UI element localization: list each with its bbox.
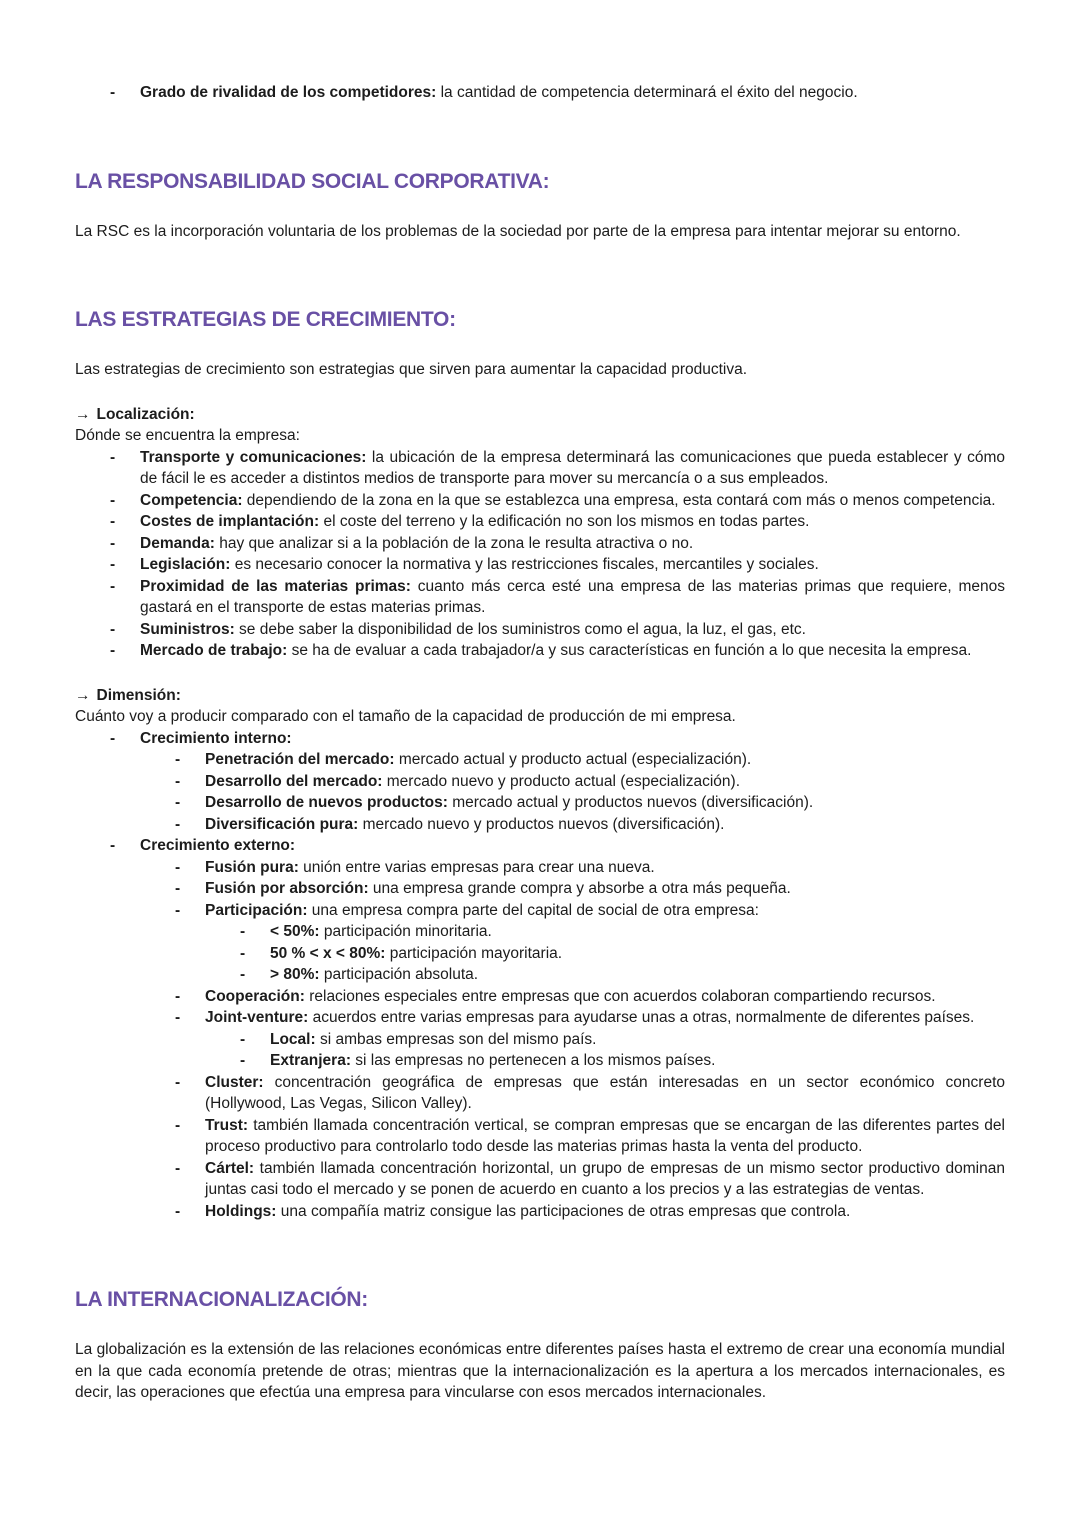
list-item-text xyxy=(140,728,1005,750)
subsection-localizacion xyxy=(75,404,1005,426)
list-item xyxy=(75,943,1005,965)
item-label: Local: xyxy=(270,1030,316,1048)
list-item xyxy=(75,640,1005,662)
section-paragraph-rsc: La RSC es la incorporación voluntaria de los problemas de la sociedad por parte de la empresa para intentar mejorar su entorno. xyxy=(75,222,961,240)
list-item-text xyxy=(140,640,1005,662)
list-item xyxy=(75,921,1005,943)
bullet-dash: - xyxy=(175,858,181,876)
item-desc: cuanto más cerca esté una empresa de las materias primas que requiere, menos gastará en el transporte de estas materias primas. xyxy=(140,577,1005,616)
item-desc: la cantidad de competencia determinará el éxito del negocio. xyxy=(436,84,858,101)
item-desc: mercado nuevo y productos nuevos (diversificación). xyxy=(358,815,725,833)
bullet-dash: - xyxy=(175,987,181,1005)
list-item xyxy=(75,554,1005,576)
list-item xyxy=(75,82,1005,104)
subsection-dimension-title: Dimensión: xyxy=(96,686,181,704)
item-desc: dependiendo de la zona en la que se establezca una empresa, esta contará com más o menos competencia. xyxy=(242,491,996,509)
item-label: Legislación: xyxy=(140,556,231,573)
item-desc: se debe saber la disponibilidad de los suministros como el agua, la luz, el gas, etc. xyxy=(234,620,806,638)
bullet-dash: - xyxy=(110,491,116,509)
bullet-dash: - xyxy=(175,1073,181,1091)
list-item xyxy=(75,1029,1005,1051)
bullet-dash: - xyxy=(175,794,181,811)
bullet-dash: - xyxy=(175,880,181,897)
item-label: Cártel: xyxy=(205,1159,255,1177)
bullet-dash: - xyxy=(110,513,116,530)
item-label: Proximidad de las materias primas: xyxy=(140,577,411,595)
item-label: Competencia: xyxy=(140,491,243,509)
item-desc: se ha de evaluar a cada trabajador/a y sus características en función a lo que necesita la empresa. xyxy=(287,642,972,659)
item-label: Costes de implantación: xyxy=(140,513,320,530)
list-item-text xyxy=(140,576,1005,619)
item-label: Mercado de trabajo: xyxy=(140,642,288,659)
list-item-text xyxy=(205,857,1005,879)
bullet-dash: - xyxy=(240,1052,246,1069)
item-label: Suministros: xyxy=(140,620,235,638)
list-item-text xyxy=(205,1115,1005,1158)
bullet-dash: - xyxy=(175,772,181,790)
subsection-dimension xyxy=(75,685,1005,707)
arrow-icon: → xyxy=(75,405,91,423)
list-item xyxy=(75,511,1005,533)
list-item-text xyxy=(205,749,1005,771)
item-desc: también llamada concentración horizontal, un grupo de empresas de un mismo sector productivo dominan juntas casi todo el mercado y se ponen de acuerdo en cuanto a los precios y a las estrategias de ventas. xyxy=(205,1159,1005,1198)
list-item-text xyxy=(205,900,1005,922)
item-desc: si ambas empresas son del mismo país. xyxy=(315,1030,597,1048)
item-desc: hay que analizar si a la población de la zona le resulta atractiva o no. xyxy=(214,534,694,552)
list-item xyxy=(75,533,1005,555)
bullet-dash: - xyxy=(240,923,246,940)
item-label: Fusión por absorción: xyxy=(205,880,369,897)
dimension-intro: Cuánto voy a producir comparado con el tamaño de la capacidad de producción de mi empresa. xyxy=(75,708,736,725)
section-heading-internacionalizacion: LA INTERNACIONALIZACIÓN: xyxy=(75,1288,368,1311)
list-item-text xyxy=(140,619,1005,641)
item-label: Joint-venture: xyxy=(205,1009,309,1026)
list-item xyxy=(75,900,1005,922)
list-item xyxy=(75,749,1005,771)
list-item-text xyxy=(205,1201,1005,1223)
item-label: 50 % < x < 80%: xyxy=(270,944,386,962)
item-desc: participación minoritaria. xyxy=(319,923,492,940)
list-item-text xyxy=(270,1050,1005,1072)
bullet-dash: - xyxy=(110,620,116,638)
section-heading-rsc: LA RESPONSABILIDAD SOCIAL CORPORATIVA: xyxy=(75,169,550,193)
list-item xyxy=(75,835,1005,857)
list-item-text xyxy=(205,1007,1005,1029)
list-item-text xyxy=(140,490,1005,512)
bullet-dash: - xyxy=(175,1202,181,1220)
item-label: Trust: xyxy=(205,1116,249,1134)
item-desc: concentración geográfica de empresas que están interesadas en un sector económico concreto (Hollywood, Las Vegas, Silicon Valley). xyxy=(205,1073,1005,1112)
list-item-text xyxy=(140,554,1005,576)
list-item xyxy=(75,1115,1005,1158)
list-item xyxy=(75,1007,1005,1029)
list-item-text xyxy=(270,921,1005,943)
bullet-dash: - xyxy=(110,448,116,466)
list-item-text xyxy=(270,1029,1005,1051)
bullet-dash: - xyxy=(110,837,116,854)
item-desc: participación mayoritaria. xyxy=(385,944,563,962)
bullet-dash: - xyxy=(175,901,181,919)
list-item xyxy=(75,857,1005,879)
bullet-dash: - xyxy=(175,751,181,768)
item-desc: mercado actual y productos nuevos (diversificación). xyxy=(447,794,814,811)
list-item xyxy=(75,619,1005,641)
item-label: Desarrollo del mercado: xyxy=(205,772,383,790)
bullet-dash: - xyxy=(240,1030,246,1048)
section-paragraph-internacionalizacion: La globalización es la extensión de las relaciones económicas entre diferentes países hasta el extremo de crear una economía mundial en la que cada economía pretende de otras; mientras que la internacionalización es la apertura a los mercados internacionales, es decir, las operaciones que efectúa una empresa para vincularse con esos mercados internacionales. xyxy=(75,1341,1005,1401)
bullet-dash: - xyxy=(110,534,116,552)
item-label: < 50%: xyxy=(270,923,320,940)
list-item-text xyxy=(205,878,1005,900)
item-desc: también llamada concentración vertical, se compran empresas que se encargan de las diferentes partes del proceso productivo para controlarlo todo desde las materias primas hasta la venta del producto. xyxy=(205,1116,1005,1155)
list-item-text xyxy=(205,1072,1005,1115)
list-item xyxy=(75,728,1005,750)
section-paragraph-crecimiento: Las estrategias de crecimiento son estrategias que sirven para aumentar la capacidad productiva. xyxy=(75,361,748,378)
list-item xyxy=(75,1050,1005,1072)
list-item xyxy=(75,490,1005,512)
item-label: Grado de rivalidad de los competidores: xyxy=(140,84,437,101)
item-desc: mercado actual y producto actual (especialización). xyxy=(394,751,752,768)
list-item xyxy=(75,1158,1005,1201)
item-label: Participación: xyxy=(205,901,308,919)
localizacion-list xyxy=(75,447,1005,662)
list-item xyxy=(75,576,1005,619)
item-label: Desarrollo de nuevos productos: xyxy=(205,794,448,811)
item-label: Extranjera: xyxy=(270,1052,351,1069)
bullet-dash: - xyxy=(240,944,246,962)
list-item-text xyxy=(140,447,1005,490)
item-desc: si las empresas no pertenecen a los mismos países. xyxy=(350,1052,716,1069)
item-label: Crecimiento interno: xyxy=(140,729,292,747)
item-desc: unión entre varias empresas para crear una nueva. xyxy=(298,858,655,876)
bullet-dash: - xyxy=(175,815,181,833)
list-item xyxy=(75,814,1005,836)
item-label: Demanda: xyxy=(140,534,215,552)
item-label: > 80%: xyxy=(270,966,320,983)
item-desc: el coste del terreno y la edificación no son los mismos en todas partes. xyxy=(319,513,810,530)
bullet-dash: - xyxy=(110,577,116,595)
item-desc: mercado nuevo y producto actual (especialización). xyxy=(382,772,741,790)
list-item-text xyxy=(270,943,1005,965)
bullet-dash: - xyxy=(175,1116,181,1134)
arrow-icon: → xyxy=(75,686,91,704)
item-label: Crecimiento externo: xyxy=(140,837,296,854)
list-item xyxy=(75,792,1005,814)
item-desc: relaciones especiales entre empresas que con acuerdos colaboran compartiendo recursos. xyxy=(304,987,936,1005)
list-item xyxy=(75,447,1005,490)
item-desc: una compañía matriz consigue las participaciones de otras empresas que controla. xyxy=(276,1202,851,1220)
list-item xyxy=(75,986,1005,1008)
bullet-dash: - xyxy=(175,1009,181,1026)
item-desc: una empresa compra parte del capital de social de otra empresa: xyxy=(307,901,759,919)
section-heading-crecimiento: LAS ESTRATEGIAS DE CRECIMIENTO: xyxy=(75,308,456,331)
list-item-text xyxy=(205,771,1005,793)
bullet-dash: - xyxy=(240,966,246,983)
item-desc: acuerdos entre varias empresas para ayudarse unas a otras, normalmente de diferentes países. xyxy=(308,1009,975,1026)
bullet-dash: - xyxy=(110,84,116,101)
bullet-dash: - xyxy=(110,556,116,573)
list-item xyxy=(75,771,1005,793)
item-label: Cluster: xyxy=(205,1073,264,1091)
item-label: Fusión pura: xyxy=(205,858,299,876)
item-label: Diversificación pura: xyxy=(205,815,359,833)
bullet-dash: - xyxy=(110,642,116,659)
list-item-text xyxy=(140,835,1005,857)
item-desc: es necesario conocer la normativa y las restricciones fiscales, mercantiles y sociales. xyxy=(230,556,819,573)
bullet-dash: - xyxy=(175,1159,181,1177)
list-item-text xyxy=(140,511,1005,533)
list-item xyxy=(75,964,1005,986)
bullet-dash: - xyxy=(110,729,116,747)
intro-bullet-list xyxy=(75,82,1005,104)
dimension-list xyxy=(75,728,1005,1223)
item-label: Cooperación: xyxy=(205,987,305,1005)
localizacion-intro: Dónde se encuentra la empresa: xyxy=(75,427,300,444)
item-label: Penetración del mercado: xyxy=(205,751,395,768)
list-item-text xyxy=(270,964,1005,986)
item-label: Holdings: xyxy=(205,1202,277,1220)
subsection-localizacion-title: Localización: xyxy=(96,405,195,423)
list-item-text xyxy=(140,82,1005,104)
item-desc: la ubicación de la empresa determinará las comunicaciones que pueda establecer y cómo de fácil le es acceder a distintos medios de transporte para mover su mercancía o a sus empleados. xyxy=(140,448,1005,487)
list-item-text xyxy=(140,533,1005,555)
list-item-text xyxy=(205,792,1005,814)
list-item xyxy=(75,878,1005,900)
list-item-text xyxy=(205,814,1005,836)
list-item xyxy=(75,1201,1005,1223)
item-label: Transporte y comunicaciones: xyxy=(140,448,367,466)
list-item-text xyxy=(205,1158,1005,1201)
list-item xyxy=(75,1072,1005,1115)
item-desc: una empresa grande compra y absorbe a otra más pequeña. xyxy=(368,880,791,897)
item-desc: participación absoluta. xyxy=(319,966,479,983)
list-item-text xyxy=(205,986,1005,1008)
